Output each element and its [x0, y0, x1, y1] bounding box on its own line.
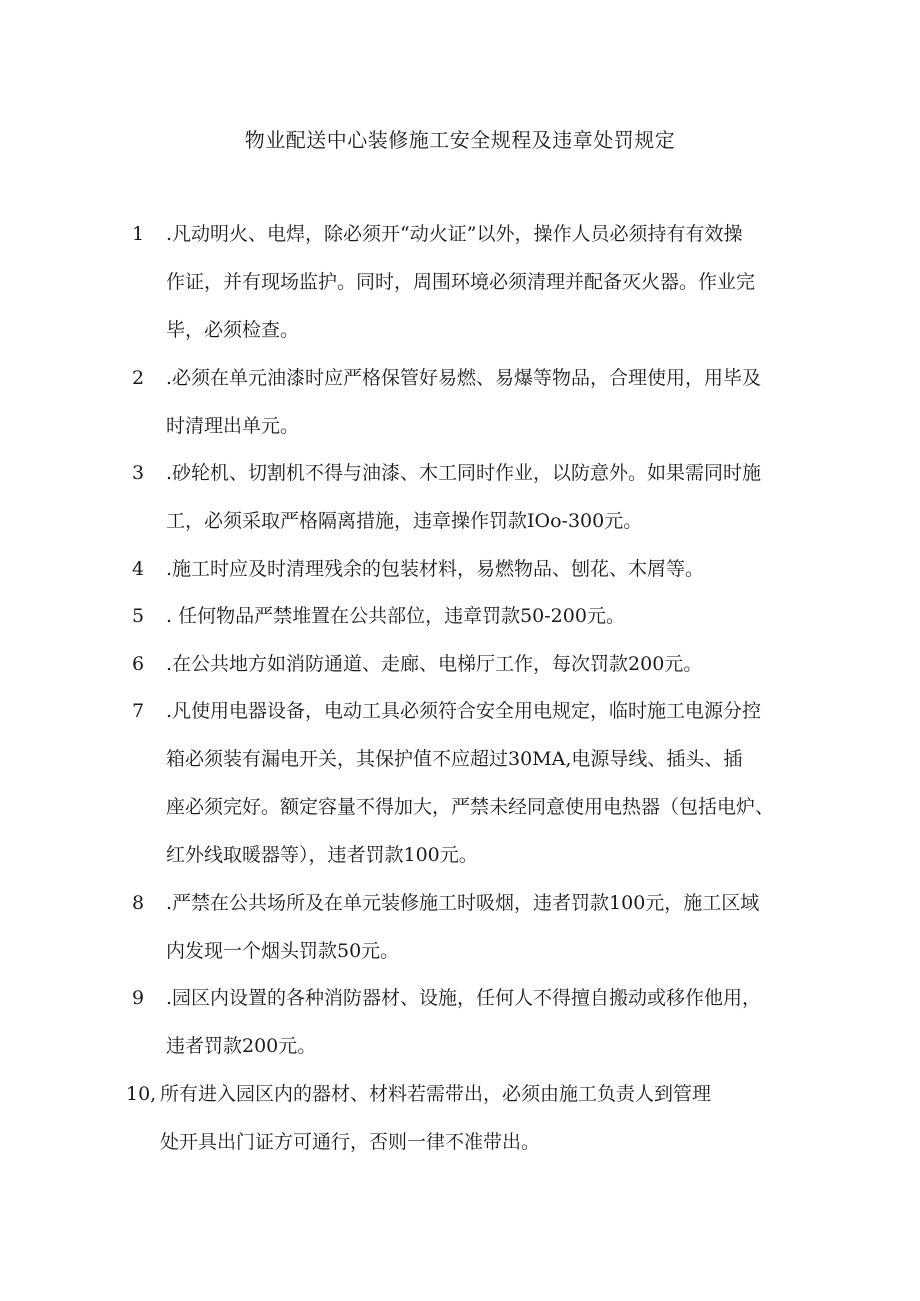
- rule-line: .严禁在公共场所及在单元装修施工时吸烟，违者罚款100元，施工区域: [166, 891, 760, 914]
- rule-line: .园区内设置的各种消防器材、设施，任何人不得擅自搬动或移作他用，: [166, 987, 762, 1009]
- document-title: 物业配送中心装修施工安全规程及违章处罚规定: [244, 128, 676, 152]
- rule-line: 红外线取暖器等），违者罚款100元。: [166, 844, 478, 866]
- rule-number: 6: [132, 652, 145, 675]
- rule-number: 10,: [126, 1082, 157, 1105]
- rule-number: 1: [132, 223, 145, 245]
- rule-item: [132, 210, 800, 354]
- rule-item: [132, 640, 800, 688]
- rule-line: 处开具出门证方可通行，否则一律不准带出。: [160, 1130, 541, 1153]
- rule-item: [132, 879, 800, 975]
- rule-text: [166, 210, 800, 354]
- rule-line: 箱必须装有漏电开关，其保护值不应超过30MA,电源导线、插头、插: [166, 748, 743, 770]
- rule-line: .凡动明火、电焊，除必须开“动火证”以外，操作人员必须持有有效操: [166, 223, 743, 245]
- rule-text: [160, 1070, 800, 1166]
- rule-item: [132, 687, 800, 879]
- rule-item: [132, 354, 800, 450]
- rule-line: .凡使用电器设备，电动工具必须符合安全用电规定，临时施工电源分控: [166, 700, 762, 722]
- rule-text: [166, 974, 800, 1070]
- rule-item: [126, 1070, 800, 1166]
- rule-line: .在公共地方如消防通道、走廊、电梯厅工作，每次罚款200元。: [166, 652, 703, 675]
- rule-line: 毕，必须检查。: [166, 319, 300, 341]
- rule-line: 内发现一个烟头罚款50元。: [166, 939, 400, 962]
- rule-line: 违者罚款200元。: [166, 1035, 317, 1057]
- rule-line: 作证，并有现场监护。同时，周围环境必须清理并配备灭火器。作业完: [166, 271, 756, 293]
- rule-line: .砂轮机、切割机不得与油漆、木工同时作业，以防意外。如果需同时施: [166, 462, 762, 484]
- rule-text: [166, 592, 800, 640]
- rule-number: 4: [132, 557, 145, 580]
- rule-line: 座必须完好。额定容量不得加大，严禁未经同意使用电热器（包括电炉、: [166, 796, 775, 818]
- rule-text: [166, 879, 800, 975]
- rule-number: 8: [132, 891, 145, 914]
- rule-number: 3: [132, 462, 145, 484]
- rule-text: [166, 687, 800, 879]
- rule-line: 所有进入园区内的器材、材料若需带出，必须由施工负责人到管理: [160, 1082, 712, 1105]
- rules-list: [126, 210, 800, 1165]
- rule-item: [132, 592, 800, 640]
- rule-text: [166, 640, 800, 688]
- rule-line: .必须在单元油漆时应严格保管好易燃、易爆等物品，合理使用，用毕及: [166, 366, 762, 389]
- rule-item: [132, 449, 800, 545]
- rule-item: [132, 974, 800, 1070]
- rule-line: . 任何物品严禁堆置在公共部位，违章罚款50-200元。: [166, 605, 625, 627]
- rule-number: 9: [132, 987, 145, 1009]
- rule-number: 2: [132, 366, 145, 389]
- rule-text: [166, 449, 800, 545]
- rule-line: .施工时应及时清理残余的包装材料，易燃物品、刨花、木屑等。: [166, 557, 705, 580]
- rule-text: [166, 545, 800, 593]
- rule-number: 5: [132, 605, 145, 627]
- rule-line: 工，必须采取严格隔离措施，违章操作罚款IOo-300元。: [166, 510, 643, 532]
- rule-text: [166, 354, 800, 450]
- rule-line: 时清理出单元。: [166, 414, 300, 437]
- rule-item: [132, 545, 800, 593]
- rule-number: 7: [132, 700, 145, 722]
